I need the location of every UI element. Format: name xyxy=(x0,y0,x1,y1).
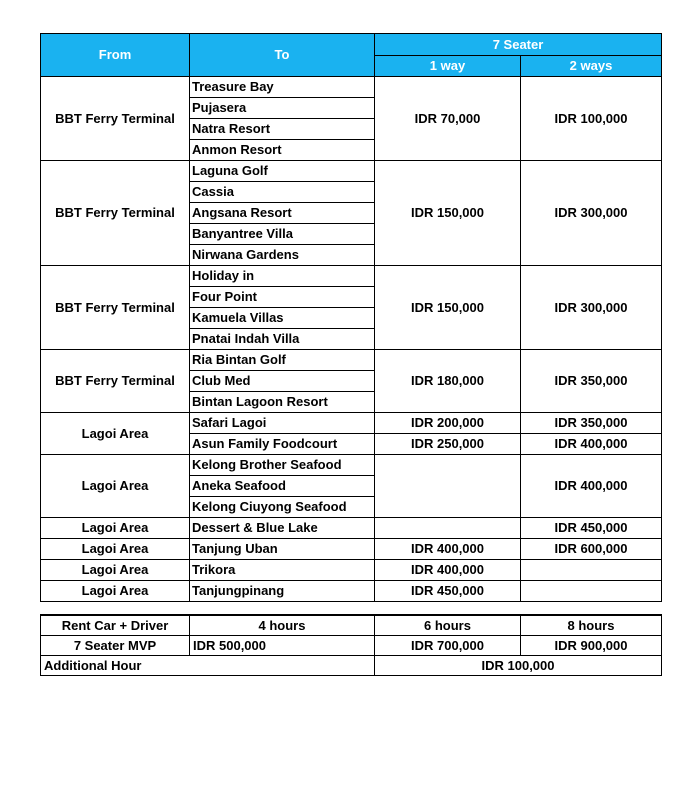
duration-6-hours: 6 hours xyxy=(375,615,521,636)
one-way-price: IDR 400,000 xyxy=(375,560,521,581)
fare-table-body xyxy=(41,77,662,602)
destination-cell: Nirwana Gardens xyxy=(190,245,375,266)
destination-cell: Trikora xyxy=(190,560,375,581)
destination-cell: Tanjung Uban xyxy=(190,539,375,560)
two-ways-price: IDR 100,000 xyxy=(521,77,662,161)
fare-row xyxy=(41,539,662,560)
to-header: To xyxy=(190,34,375,77)
one-way-price: IDR 180,000 xyxy=(375,350,521,413)
destination-cell: Laguna Golf xyxy=(190,161,375,182)
fare-row xyxy=(41,518,662,539)
destination-cell: Angsana Resort xyxy=(190,203,375,224)
destination-cell: Cassia xyxy=(190,182,375,203)
destination-cell: Asun Family Foodcourt xyxy=(190,434,375,455)
destination-cell: Kelong Brother Seafood xyxy=(190,455,375,476)
destination-cell: Natra Resort xyxy=(190,119,375,140)
two-ways-price: IDR 450,000 xyxy=(521,518,662,539)
destination-cell: Aneka Seafood xyxy=(190,476,375,497)
rent-car-label: Rent Car + Driver xyxy=(41,615,190,636)
destination-cell: Pnatai Indah Villa xyxy=(190,329,375,350)
one-way-price: IDR 150,000 xyxy=(375,266,521,350)
destination-cell: Banyantree Villa xyxy=(190,224,375,245)
destination-cell: Bintan Lagoon Resort xyxy=(190,392,375,413)
from-cell: Lagoi Area xyxy=(41,518,190,539)
one-way-price: IDR 70,000 xyxy=(375,77,521,161)
rent-car-table xyxy=(40,614,662,676)
price-6-hours: IDR 700,000 xyxy=(375,636,521,656)
two-ways-price: IDR 300,000 xyxy=(521,266,662,350)
additional-hour-label: Additional Hour xyxy=(41,656,375,676)
from-cell: Lagoi Area xyxy=(41,581,190,602)
destination-cell: Four Point xyxy=(190,287,375,308)
one-way-price: IDR 450,000 xyxy=(375,581,521,602)
one-way-price: IDR 200,000 xyxy=(375,413,521,434)
one-way-price: IDR 250,000 xyxy=(375,434,521,455)
one-way-price xyxy=(375,518,521,539)
from-cell: BBT Ferry Terminal xyxy=(41,350,190,413)
price-4-hours: IDR 500,000 xyxy=(190,636,375,656)
destination-cell: Club Med xyxy=(190,371,375,392)
fare-row xyxy=(41,560,662,581)
from-cell: Lagoi Area xyxy=(41,539,190,560)
destination-cell: Treasure Bay xyxy=(190,77,375,98)
destination-cell: Ria Bintan Golf xyxy=(190,350,375,371)
two-ways-price: IDR 350,000 xyxy=(521,350,662,413)
from-cell: Lagoi Area xyxy=(41,455,190,518)
fare-row xyxy=(41,455,662,476)
destination-cell: Tanjungpinang xyxy=(190,581,375,602)
from-header: From xyxy=(41,34,190,77)
two-ways-price: IDR 600,000 xyxy=(521,539,662,560)
fare-row xyxy=(41,77,662,98)
destination-cell: Kelong Ciuyong Seafood xyxy=(190,497,375,518)
destination-cell: Safari Lagoi xyxy=(190,413,375,434)
fare-row xyxy=(41,161,662,182)
from-cell: BBT Ferry Terminal xyxy=(41,161,190,266)
one-way-header: 1 way xyxy=(375,56,521,77)
from-cell: Lagoi Area xyxy=(41,413,190,455)
additional-hour-price: IDR 100,000 xyxy=(375,656,662,676)
destination-cell: Holiday in xyxy=(190,266,375,287)
one-way-price xyxy=(375,455,521,518)
fare-row xyxy=(41,581,662,602)
duration-8-hours: 8 hours xyxy=(521,615,662,636)
destination-cell: Kamuela Villas xyxy=(190,308,375,329)
from-cell: BBT Ferry Terminal xyxy=(41,266,190,350)
destination-cell: Pujasera xyxy=(190,98,375,119)
vehicle-header: 7 Seater xyxy=(375,34,662,56)
from-cell: Lagoi Area xyxy=(41,560,190,581)
fare-row xyxy=(41,350,662,371)
one-way-price: IDR 150,000 xyxy=(375,161,521,266)
two-ways-price: IDR 400,000 xyxy=(521,434,662,455)
two-ways-price xyxy=(521,581,662,602)
two-ways-price: IDR 400,000 xyxy=(521,455,662,518)
price-8-hours: IDR 900,000 xyxy=(521,636,662,656)
one-way-price: IDR 400,000 xyxy=(375,539,521,560)
two-ways-price: IDR 350,000 xyxy=(521,413,662,434)
fare-row xyxy=(41,413,662,434)
from-cell: BBT Ferry Terminal xyxy=(41,77,190,161)
vehicle-label: 7 Seater MVP xyxy=(41,636,190,656)
two-ways-price: IDR 300,000 xyxy=(521,161,662,266)
two-ways-header: 2 ways xyxy=(521,56,662,77)
duration-4-hours: 4 hours xyxy=(190,615,375,636)
destination-cell: Dessert & Blue Lake xyxy=(190,518,375,539)
fare-table xyxy=(40,33,662,602)
two-ways-price xyxy=(521,560,662,581)
destination-cell: Anmon Resort xyxy=(190,140,375,161)
fare-row xyxy=(41,266,662,287)
